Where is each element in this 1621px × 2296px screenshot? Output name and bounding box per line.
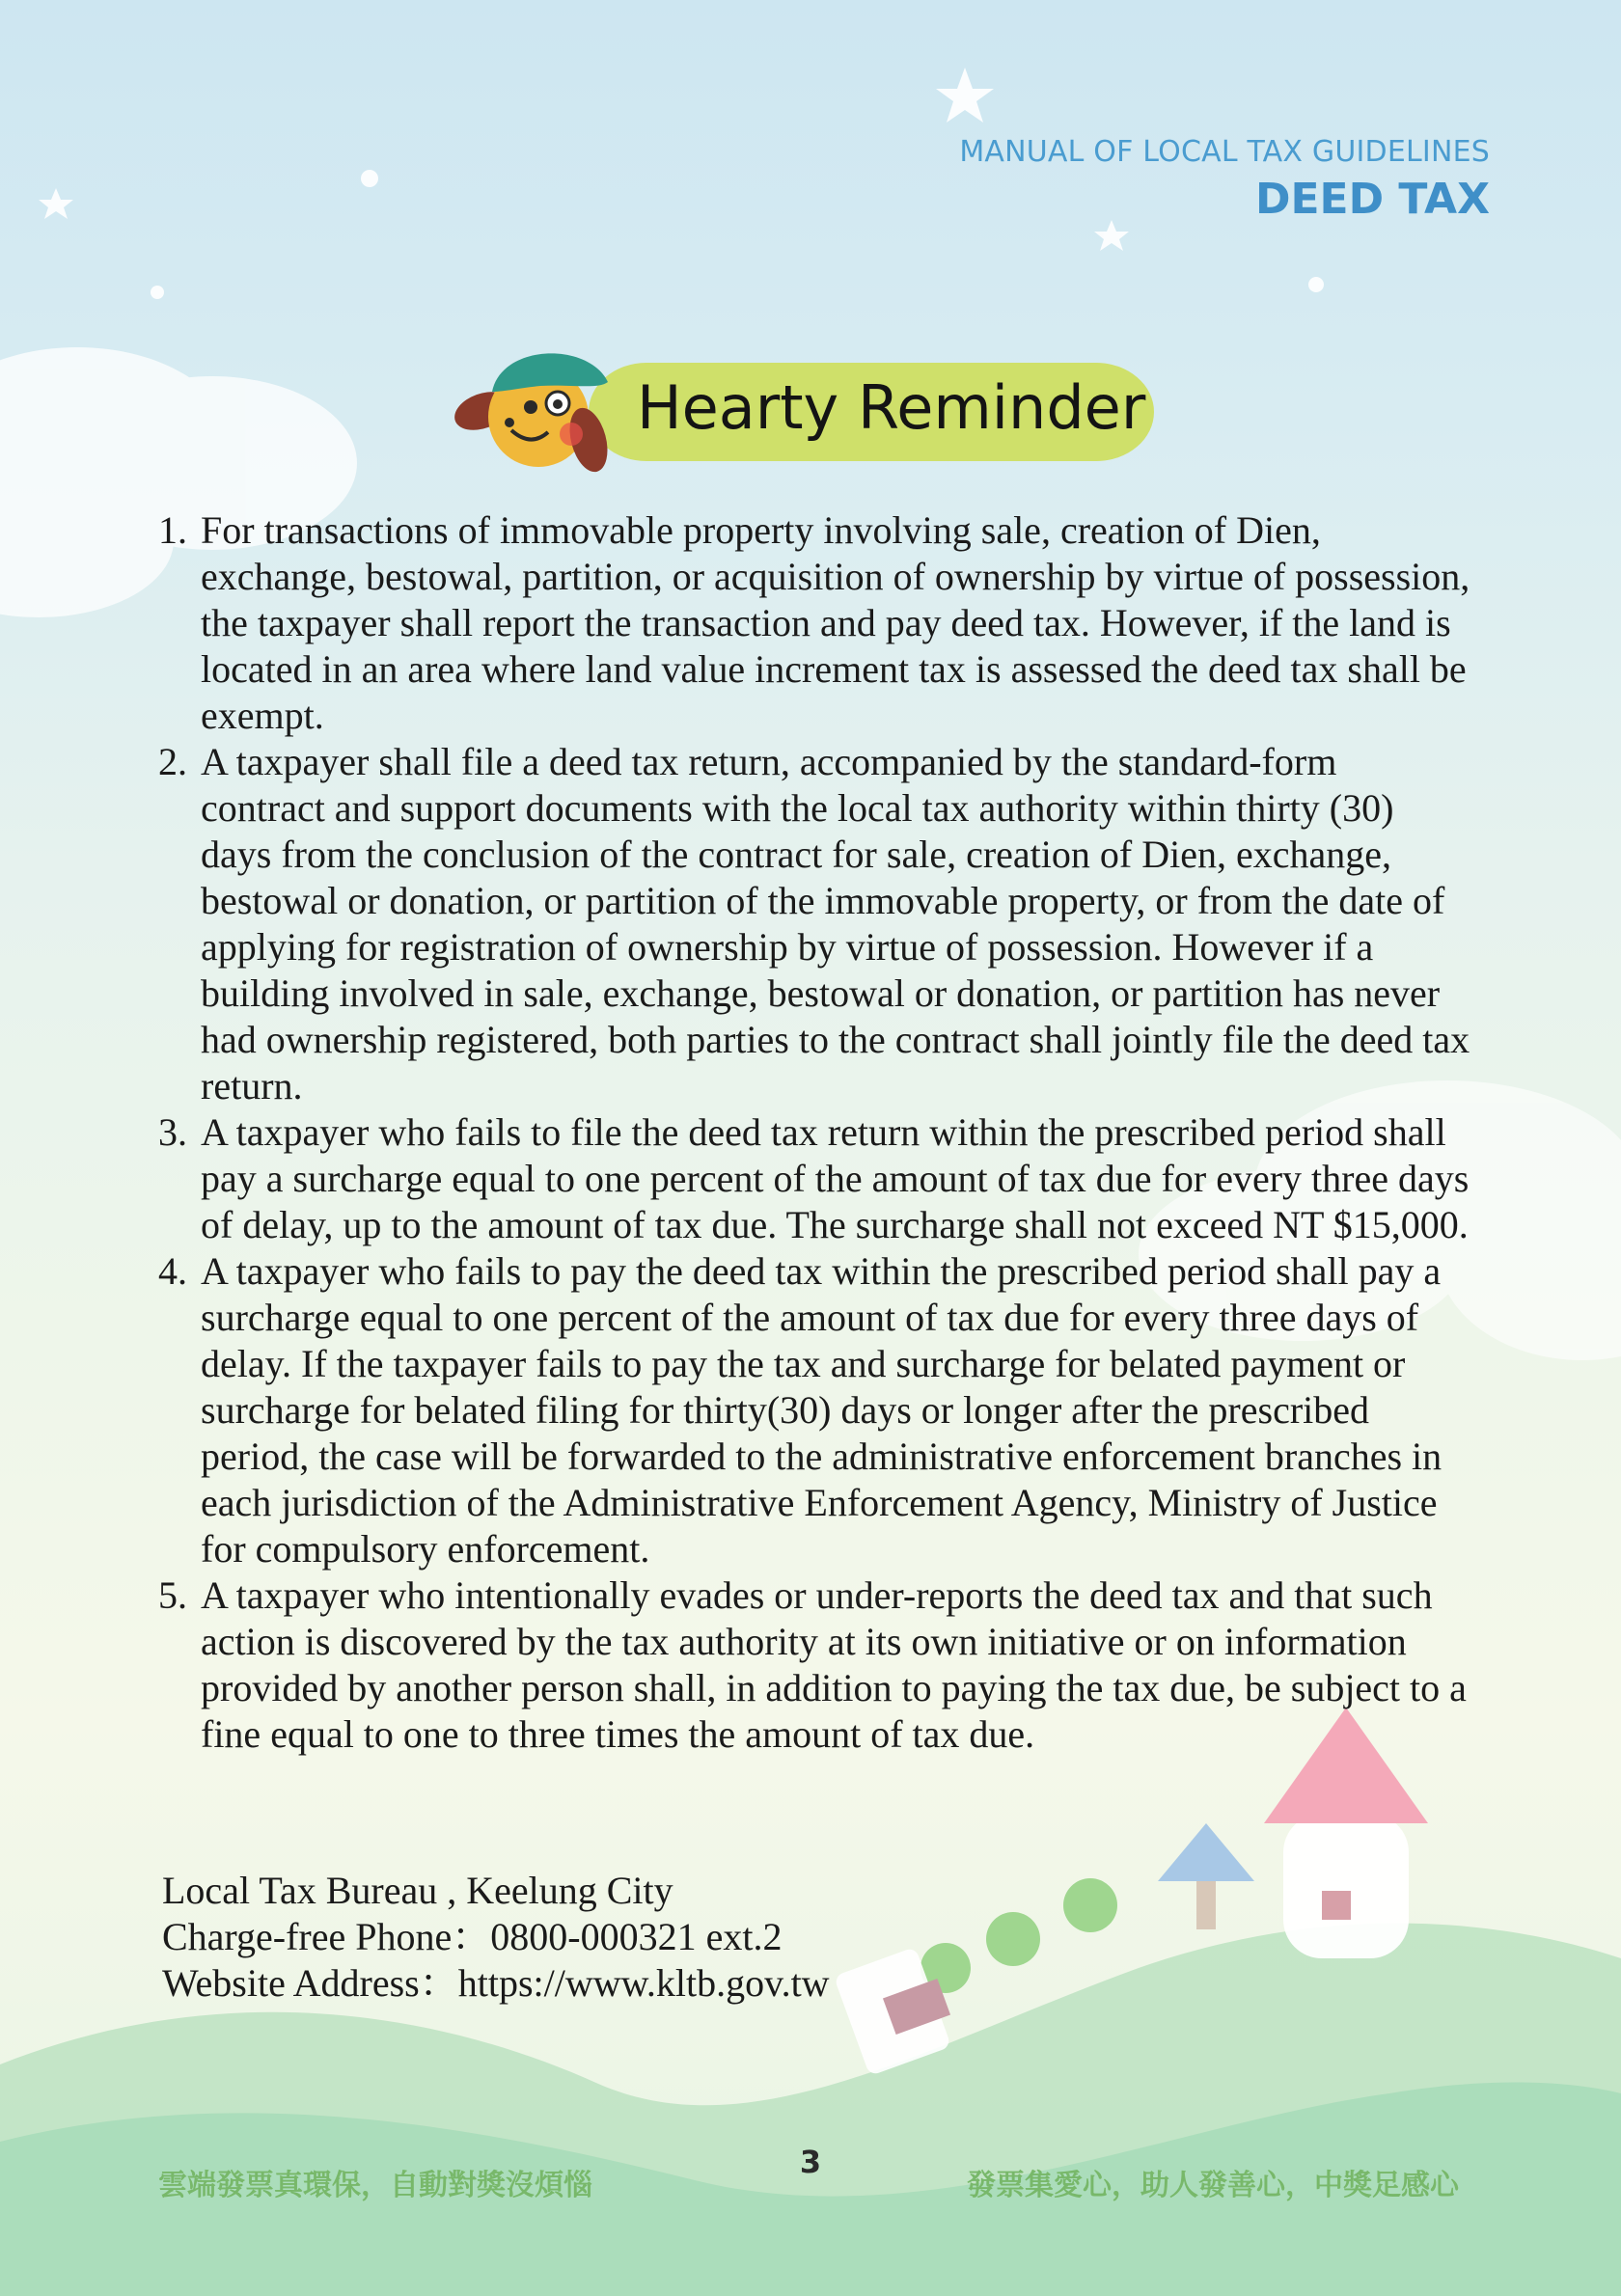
list-item <box>158 1248 1470 1572</box>
bureau-name: Local Tax Bureau , Keelung City <box>162 1869 673 1912</box>
item-number: 2. <box>158 740 187 783</box>
item-text: A taxpayer who fails to file the deed tax return within the prescribed period shall pay a surcharge equal to one percent of the amount of tax due for every three days of delay, up to the amount of tax due. The surcharge shall not exceed NT $15,000. <box>201 1110 1470 1246</box>
contact-info <box>162 1868 830 2007</box>
list-item <box>158 1109 1470 1248</box>
slogan-left: 雲端發票真環保，自動對獎沒煩惱 <box>158 2169 592 2202</box>
item-number: 5. <box>158 1573 187 1617</box>
banner-title: Hearty Reminder <box>637 372 1146 443</box>
website-address: Website Address：https://www.kltb.gov.tw <box>162 1961 830 2005</box>
reminder-list <box>158 507 1470 1758</box>
item-number: 4. <box>158 1249 187 1293</box>
item-text: A taxpayer shall file a deed tax return, accompanied by the standard-form contract and support documents with the local tax authority within thirty (30) days from the conclusion of the contract for sale, creation of Dien, exchange, bestowal or donation, or partition of the immovable property, or from the date of applying for registration of ownership by virtue of possession. However if a building involved in sale, exchange, bestowal or donation, or partition has never had ownership registered, both parties to the contract shall jointly file the deed tax return. <box>201 740 1470 1107</box>
item-number: 1. <box>158 508 187 552</box>
list-item <box>158 739 1470 1109</box>
page-number: 3 <box>799 2144 822 2180</box>
item-text: A taxpayer who intentionally evades or under-reports the deed tax and that such action is discovered by the tax authority at its own initiative or on information provided by another person shall, in addition to paying the tax due, be subject to a fine equal to one to three times the amount of tax due. <box>201 1573 1467 1756</box>
puppy-mascot-icon <box>444 334 637 478</box>
document-header <box>959 135 1490 224</box>
manual-title: MANUAL OF LOCAL TAX GUIDELINES <box>959 135 1490 169</box>
list-item <box>158 507 1470 739</box>
phone-number: Charge-free Phone：0800-000321 ext.2 <box>162 1915 783 1958</box>
item-text: A taxpayer who fails to pay the deed tax within the prescribed period shall pay a surcharge equal to one percent of the amount of tax due for every three days of delay. If the taxpayer fails to pay the tax and surcharge for belated payment or surcharge for belated filing for thirty(30) days or longer after the prescribed period, the case will be forwarded to the administrative enforcement branches in each jurisdiction of the Administrative Enforcement Agency, Ministry of Justice for compulsory enforcement. <box>201 1249 1442 1571</box>
reminder-banner <box>444 334 1158 478</box>
item-number: 3. <box>158 1110 187 1154</box>
slogan-right: 發票集愛心，助人發善心，中獎足感心 <box>967 2169 1459 2202</box>
list-item <box>158 1572 1470 1758</box>
section-title: DEED TAX <box>1254 175 1490 224</box>
item-text: For transactions of immovable property involving sale, creation of Dien, exchange, bestowal, partition, or acquisition of ownership by virtue of possession, the taxpayer shall report the transaction and pay deed tax. However, if the land is located in an area where land value increment tax is assessed the deed tax shall be exempt. <box>201 508 1470 737</box>
